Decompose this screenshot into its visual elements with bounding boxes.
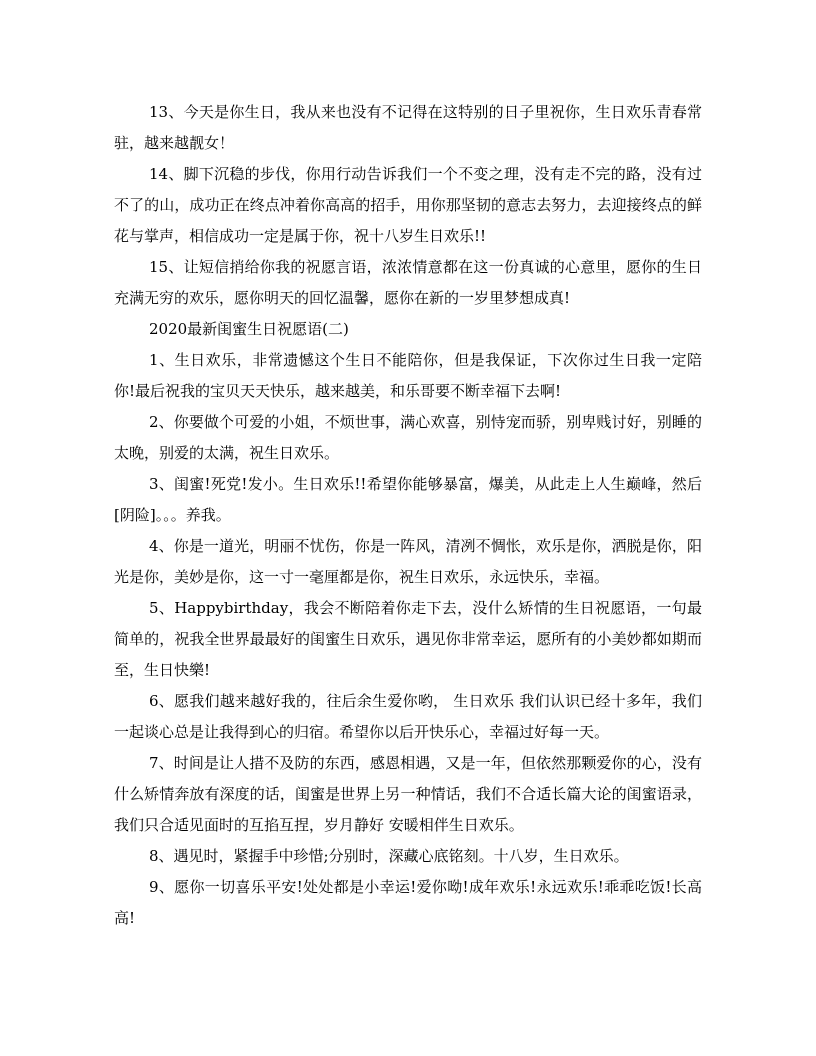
paragraph-7: 7、时间是让人措不及防的东西，感恩相遇，又是一年，但依然那颗爱你的心，没有什么矫情奔放有深度的话，闺蜜是世界上另一种情话，我们不合适长篇大论的闺蜜语录，我们只合适见面时的互掐互捏，岁月静好 安暖相伴生日欢乐。 — [114, 754, 702, 834]
paragraph-14: 14、脚下沉稳的步伐，你用行动告诉我们一个不变之理，没有走不完的路，没有过不了的山，成功正在终点冲着你高高的招手，用你那坚韧的意志去努力，去迎接终点的鲜花与掌声，相信成功一定是属于你，祝十八岁生日欢乐!! — [114, 165, 702, 245]
section-heading: 2020最新闺蜜生日祝愿语(二) — [149, 320, 349, 338]
paragraph-9: 9、愿你一切喜乐平安!处处都是小幸运!爱你呦!成年欢乐!永远欢乐!乖乖吃饭!长高高! — [114, 878, 702, 927]
paragraph-6: 6、愿我们越来越好我的，往后余生爱你哟， 生日欢乐 我们认识已经十多年，我们一起谈心总是让我得到心的归宿。希望你以后开快乐心，幸福过好每一天。 — [114, 692, 702, 741]
paragraph-1: 1、生日欢乐，非常遗憾这个生日不能陪你，但是我保证，下次你过生日我一定陪你!最后祝我的宝贝天天快乐，越来越美，和乐哥要不断幸福下去啊! — [114, 351, 702, 400]
paragraph-4: 4、你是一道光，明丽不忧伤，你是一阵风，清冽不惆怅，欢乐是你，洒脱是你，阳光是你，美妙是你，这一寸一毫厘都是你，祝生日欢乐，永远快乐，幸福。 — [114, 537, 702, 586]
paragraph-13: 13、今天是你生日，我从来也没有不记得在这特别的日子里祝你，生日欢乐青春常驻，越来越靓女！ — [114, 103, 702, 152]
document-body — [114, 97, 702, 934]
paragraph-15: 15、让短信捎给你我的祝愿言语，浓浓情意都在这一份真诚的心意里，愿你的生日充满无穷的欢乐，愿你明天的回忆温馨，愿你在新的一岁里梦想成真! — [114, 258, 702, 307]
paragraph-8: 8、遇见时，紧握手中珍惜;分别时，深藏心底铭刻。十八岁，生日欢乐。 — [149, 847, 629, 865]
paragraph-3: 3、闺蜜!死党!发小。生日欢乐!!希望你能够暴富，爆美，从此走上人生巅峰，然后[阴险]。。。养我。 — [114, 475, 702, 524]
paragraph-2: 2、你要做个可爱的小姐，不烦世事，满心欢喜，别恃宠而骄，别卑贱讨好，别睡的太晚，别爱的太满，祝生日欢乐。 — [114, 413, 702, 462]
paragraph-5: 5、Happybirthday，我会不断陪着你走下去，没什么矫情的生日祝愿语，一句最简单的，祝我全世界最最好的闺蜜生日欢乐，遇见你非常幸运，愿所有的小美妙都如期而至，生日快樂! — [114, 599, 702, 679]
